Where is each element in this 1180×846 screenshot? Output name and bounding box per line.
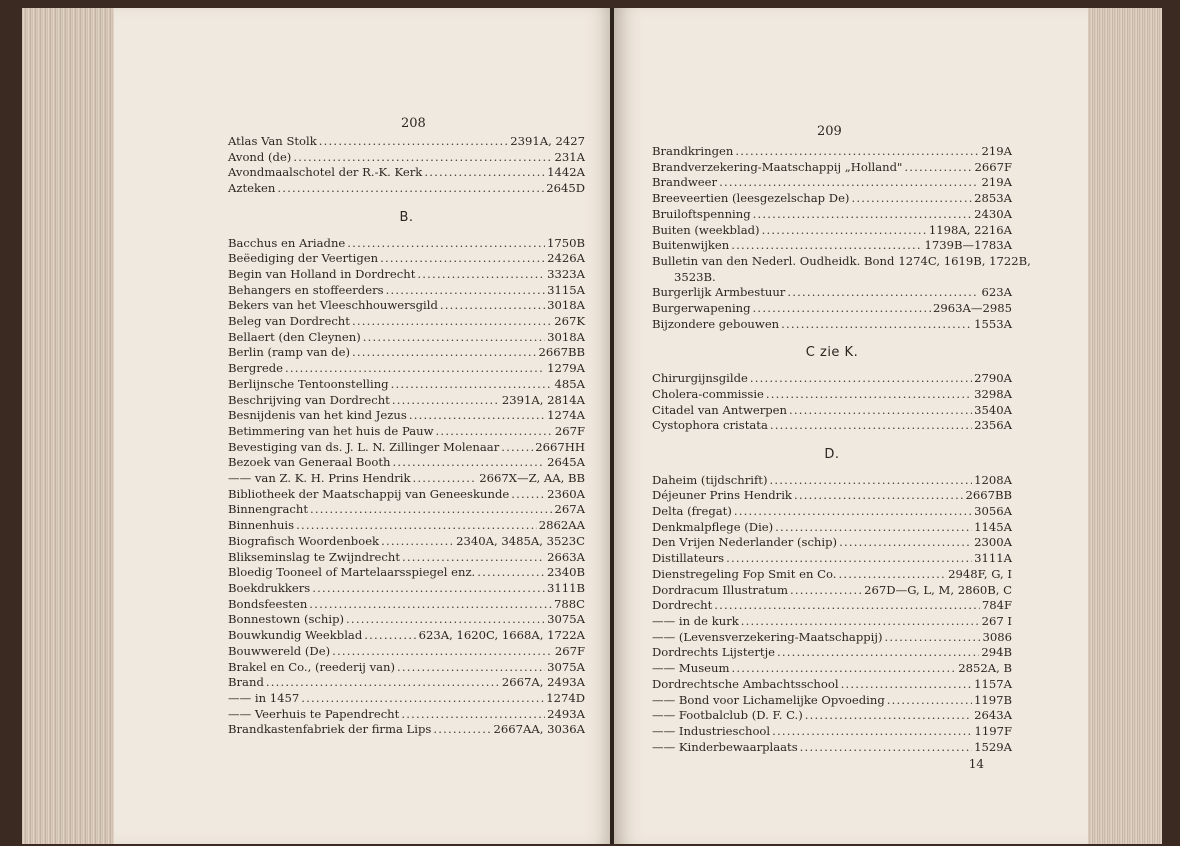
- entry-reference: 784F: [981, 598, 1012, 613]
- entry-label: Behangers en stoffeerders: [228, 282, 384, 297]
- entry-label: Betimmering van het huis de Pauw: [228, 423, 434, 438]
- index-entry: [228, 165, 585, 181]
- index-entry: [652, 520, 1012, 536]
- index-entry: [652, 223, 1012, 239]
- dot-leader: [312, 581, 545, 597]
- entry-reference: 2948F, G, I: [948, 566, 1012, 581]
- entry-reference: 3115A: [547, 282, 585, 297]
- entry-label: Bekers van het Vleeschhouwersgild: [228, 298, 438, 313]
- index-entry: [228, 251, 585, 267]
- entry-reference: 2426A: [547, 251, 585, 266]
- entry-label: Cholera-commissie: [652, 386, 764, 401]
- index-entry: [228, 581, 585, 597]
- entry-label: Besnijdenis van het kind Jezus: [228, 408, 407, 423]
- entry-label: Begin van Holland in Dordrecht: [228, 266, 416, 281]
- index-entry: [652, 677, 1012, 693]
- dot-leader: [352, 345, 536, 361]
- entry-label: Brand: [228, 675, 264, 690]
- entry-label: —— van Z. K. H. Prins Hendrik: [228, 471, 411, 486]
- entry-reference: 2360A: [547, 486, 585, 501]
- entry-reference: 623A, 1620C, 1668A, 1722A: [418, 628, 585, 643]
- dot-leader: [347, 236, 545, 252]
- entry-reference: 485A: [554, 376, 585, 391]
- index-entry: [652, 387, 1012, 403]
- entry-label: Citadel van Antwerpen: [652, 402, 788, 417]
- dot-leader: [777, 645, 979, 661]
- entry-reference: 1279A: [547, 361, 585, 376]
- entry-label: Denkmalpflege (Die): [652, 519, 774, 534]
- index-entry: [228, 550, 585, 566]
- entry-reference: 3018A: [547, 329, 585, 344]
- index-entry: [652, 693, 1012, 709]
- index-entry: [228, 707, 585, 723]
- entry-label: —— Kinderbewaarplaats: [652, 739, 798, 754]
- index-entry: [652, 418, 1012, 434]
- entry-label: Bonnestown (schip): [228, 612, 345, 627]
- entry-reference: 2853A: [974, 191, 1012, 206]
- index-entry: [228, 283, 585, 299]
- entry-reference: 2430A: [974, 206, 1012, 221]
- dot-leader: [352, 314, 552, 330]
- index-entry: [652, 175, 1012, 191]
- left-page-number: 208: [401, 116, 426, 131]
- entry-reference: 3298A: [974, 386, 1012, 401]
- index-entry: [652, 740, 1012, 756]
- index-entry: [228, 518, 585, 534]
- entry-reference: 3111A: [974, 551, 1012, 566]
- entry-label: Dordrechtsche Ambachtsschool: [652, 676, 839, 691]
- entry-label: Brandverzekering-Maatschappij „Holland": [652, 159, 903, 174]
- dot-leader: [440, 298, 545, 314]
- index-entry: [652, 567, 1012, 583]
- entry-reference: 1274C, 1619B, 1722B,: [898, 253, 1031, 268]
- entry-reference: 219A: [981, 175, 1012, 190]
- dot-leader: [790, 583, 862, 599]
- signature-mark: 14: [968, 757, 984, 772]
- index-entry: [228, 181, 585, 197]
- entry-label: Bondsfeesten: [228, 596, 308, 611]
- dot-leader: [477, 565, 545, 581]
- entry-reference: 2667BB: [538, 345, 585, 360]
- entry-reference: 1157A: [974, 676, 1012, 691]
- entry-label: Burgerlijk Armbestuur: [652, 285, 786, 300]
- entry-reference: 219A: [981, 144, 1012, 158]
- dot-leader: [741, 614, 980, 630]
- entry-reference: 3540A: [974, 402, 1012, 417]
- entry-reference: 267F: [554, 643, 585, 658]
- entry-label: Brakel en Co., (reederij van): [228, 659, 396, 674]
- entry-label: Den Vrijen Nederlander (schip): [652, 535, 838, 550]
- index-entry: [652, 160, 1012, 176]
- entry-label: Buiten (weekblad): [652, 222, 760, 237]
- index-entry: [228, 534, 585, 550]
- entry-label: Breeveertien (leesgezelschap De): [652, 191, 850, 206]
- entry-reference: 623A: [981, 285, 1012, 300]
- dot-leader: [735, 144, 979, 160]
- dot-leader: [301, 691, 544, 707]
- index-entry: [652, 551, 1012, 567]
- entry-label: Dordrecht: [652, 598, 713, 613]
- entry-label: —— in 1457: [228, 690, 300, 705]
- entry-label: Bellaert (den Cleynen): [228, 329, 361, 344]
- index-entry: [228, 424, 585, 440]
- index-entry: [228, 471, 585, 487]
- index-entry: [652, 317, 1012, 333]
- entry-label: Berlijnsche Tentoonstelling: [228, 376, 389, 391]
- index-entry: [228, 393, 585, 409]
- index-entry: [652, 724, 1012, 740]
- dot-leader: [904, 160, 972, 176]
- right-index-list: [652, 144, 1031, 773]
- entry-label: —— Museum: [652, 661, 730, 676]
- dot-leader: [346, 612, 545, 628]
- entry-reference: 2963A—2985: [933, 301, 1012, 316]
- right-page-number: 209: [817, 124, 842, 139]
- dot-leader: [285, 361, 545, 377]
- entry-reference: 2663A: [547, 549, 585, 564]
- entry-label: Beleg van Dordrecht: [228, 314, 350, 329]
- entry-reference: 3075A: [547, 659, 585, 674]
- entry-reference: 3018A: [547, 298, 585, 313]
- index-entry: [652, 488, 1012, 504]
- index-entry: [228, 565, 585, 581]
- entry-label: —— Industrieschool: [652, 723, 771, 738]
- entry-label: Distillateurs: [652, 551, 725, 566]
- entry-label: Biografisch Woordenboek: [228, 533, 380, 548]
- entry-label: Dordrechts Lijstertje: [652, 645, 776, 660]
- index-entry: [228, 150, 585, 166]
- index-entry: [652, 144, 1012, 160]
- entry-reference: 2862AA: [538, 518, 585, 533]
- dot-leader: [885, 630, 981, 646]
- entry-reference: 2852A, B: [958, 661, 1012, 676]
- index-entry: [228, 408, 585, 424]
- dot-leader: [501, 440, 533, 456]
- index-entry: [228, 314, 585, 330]
- entry-reference: 1739B—1783A: [924, 238, 1012, 253]
- entry-label: Bouwwereld (De): [228, 643, 331, 658]
- entry-reference: 3111B: [546, 580, 585, 595]
- entry-reference: 267F: [554, 423, 585, 438]
- entry-reference: 2645D: [546, 181, 585, 196]
- entry-reference: 1208A: [974, 472, 1012, 487]
- entry-label: Brandkringen: [652, 144, 734, 158]
- dot-leader: [392, 455, 545, 471]
- dot-leader: [731, 238, 922, 254]
- index-entry: [652, 708, 1012, 724]
- entry-reference: 1553A: [974, 316, 1012, 331]
- dot-leader: [397, 660, 545, 676]
- left-index-list: [228, 134, 585, 738]
- section-heading: B.: [399, 209, 414, 225]
- entry-reference: 3086: [982, 629, 1012, 644]
- entry-label: Bezoek van Generaal Booth: [228, 455, 391, 470]
- dot-leader: [363, 330, 545, 346]
- right-page: [614, 8, 1088, 844]
- section-heading: C zie K.: [805, 345, 859, 361]
- index-entry: [228, 691, 585, 707]
- entry-label: Avond (de): [228, 149, 292, 164]
- dot-leader: [719, 175, 979, 191]
- entry-label: Dienstregeling Fop Smit en Co.: [652, 566, 837, 581]
- index-entry: [652, 270, 1012, 286]
- entry-reference: 2645A: [547, 455, 585, 470]
- index-entry: [228, 612, 585, 628]
- entry-reference: 267 I: [981, 613, 1012, 628]
- dot-leader: [805, 708, 972, 724]
- entry-reference: 3056A: [974, 504, 1012, 519]
- entry-reference: 2667BB: [965, 488, 1012, 503]
- entry-label: Chirurgijnsgilde: [652, 371, 748, 386]
- index-entry: [228, 455, 585, 471]
- entry-reference: 267D—G, L, M, 2860B, C: [864, 582, 1012, 597]
- dot-leader: [433, 722, 491, 738]
- dot-leader: [364, 628, 416, 644]
- entry-label: —— in de kurk: [652, 613, 739, 628]
- dot-leader: [775, 520, 972, 536]
- dot-leader: [402, 550, 545, 566]
- index-entry: [652, 473, 1012, 489]
- entry-label: Bloedig Tooneel of Martelaarsspiegel enz.: [228, 565, 476, 580]
- dot-leader: [392, 393, 500, 409]
- entry-reference: 267A: [554, 502, 585, 517]
- entry-label: Bruiloftspenning: [652, 206, 751, 221]
- section-heading: D.: [824, 446, 840, 462]
- dot-leader: [750, 371, 972, 387]
- entry-reference: 2667HH: [535, 439, 585, 454]
- entry-label: Berlin (ramp van de): [228, 345, 350, 360]
- entry-label: Bibliotheek der Maatschappij van Geneeskunde: [228, 486, 510, 501]
- index-entry: [652, 645, 1012, 661]
- index-entry: [228, 361, 585, 377]
- entry-label: Daheim (tijdschrift): [652, 472, 768, 487]
- index-entry: [652, 630, 1012, 646]
- dot-leader: [266, 675, 500, 691]
- dot-leader: [293, 150, 552, 166]
- index-entry: [228, 298, 585, 314]
- entry-reference: 267K: [554, 314, 585, 329]
- entry-label: Bergrede: [228, 361, 284, 376]
- entry-label: Delta (fregat): [652, 504, 732, 519]
- index-entry: [228, 236, 585, 252]
- index-entry: [652, 614, 1012, 630]
- entry-label: Bacchus en Ariadne: [228, 235, 346, 250]
- entry-reference: 294B: [981, 645, 1012, 660]
- dot-leader: [731, 661, 956, 677]
- dot-leader: [714, 598, 980, 614]
- entry-reference: 788C: [554, 596, 585, 611]
- entry-label: Bevestiging van ds. J. L. N. Zillinger Molenaar: [228, 439, 500, 454]
- entry-label: Buitenwijken: [652, 238, 730, 253]
- dot-leader: [781, 317, 972, 333]
- index-entry: [228, 134, 585, 150]
- index-entry: [652, 535, 1012, 551]
- index-entry: [228, 267, 585, 283]
- entry-reference: 1197B: [973, 692, 1012, 707]
- entry-label: Bulletin van den Nederl. Oudheidk. Bond: [652, 253, 895, 268]
- dot-leader: [417, 267, 545, 283]
- entry-reference: 2391A, 2814A: [501, 392, 585, 407]
- dot-leader: [726, 551, 972, 567]
- entry-reference: 2643A: [974, 708, 1012, 723]
- index-entry: [228, 440, 585, 456]
- index-entry: [228, 628, 585, 644]
- entry-label: Binnengracht: [228, 502, 308, 517]
- entry-label: Binnenhuis: [228, 518, 295, 533]
- entry-label: —— Footbalclub (D. F. C.): [652, 708, 803, 723]
- entry-reference: 1145A: [974, 519, 1012, 534]
- left-page-edges: [22, 8, 114, 844]
- dot-leader: [753, 301, 931, 317]
- entry-label: Atlas Van Stolk: [228, 134, 317, 148]
- entry-reference: 1529A: [974, 739, 1012, 754]
- entry-reference: 2493A: [547, 706, 585, 721]
- entry-label: Bijzondere gebouwen: [652, 316, 780, 331]
- entry-reference: 2667F: [974, 159, 1012, 174]
- entry-reference: 2300A: [974, 535, 1012, 550]
- entry-label: Dordracum Illustratum: [652, 582, 788, 597]
- dot-leader: [841, 677, 973, 693]
- entry-label: 3523B.: [674, 269, 716, 284]
- index-entry: [228, 660, 585, 676]
- dot-leader: [277, 181, 544, 197]
- index-entry: [652, 191, 1012, 207]
- index-entry: [228, 722, 585, 738]
- entry-reference: 2340A, 3485A, 3523C: [456, 533, 585, 548]
- dot-leader: [436, 424, 553, 440]
- entry-reference: 1274D: [546, 690, 585, 705]
- index-entry: [652, 403, 1012, 419]
- dot-leader: [887, 693, 972, 709]
- dot-leader: [409, 408, 545, 424]
- dot-leader: [424, 165, 545, 181]
- dot-leader: [770, 418, 972, 434]
- dot-leader: [332, 644, 553, 660]
- index-entry: [652, 238, 1012, 254]
- entry-label: Boekdrukkers: [228, 580, 311, 595]
- entry-label: Avondmaalschotel der R.-K. Kerk: [228, 165, 423, 180]
- dot-leader: [413, 471, 478, 487]
- entry-reference: 231A: [554, 149, 585, 164]
- dot-leader: [762, 223, 927, 239]
- dot-leader: [800, 740, 972, 756]
- dot-leader: [391, 377, 553, 393]
- entry-label: Déjeuner Prins Hendrik: [652, 488, 792, 503]
- dot-leader: [319, 134, 508, 150]
- index-entry: [652, 504, 1012, 520]
- index-entry: [228, 644, 585, 660]
- entry-reference: 1750B: [546, 235, 585, 250]
- index-entry: [652, 285, 1012, 301]
- index-entry: [228, 377, 585, 393]
- entry-label: Beschrijving van Dordrecht: [228, 392, 390, 407]
- index-entry: [228, 487, 585, 503]
- index-entry: [228, 330, 585, 346]
- dot-leader: [766, 387, 972, 403]
- dot-leader: [838, 567, 946, 583]
- dot-leader: [794, 488, 964, 504]
- entry-label: Brandweer: [652, 175, 718, 190]
- entry-reference: 2667AA, 3036A: [493, 722, 585, 737]
- dot-leader: [386, 283, 546, 299]
- index-entry: [228, 502, 585, 518]
- entry-reference: 2391A, 2427: [510, 134, 585, 148]
- book-spread: [22, 8, 1162, 844]
- entry-reference: 2340B: [546, 565, 585, 580]
- entry-label: Bouwkundig Weekblad: [228, 628, 363, 643]
- entry-label: —— (Levensverzekering-Maatschappij): [652, 629, 883, 644]
- index-entry: [652, 598, 1012, 614]
- index-entry: [228, 675, 585, 691]
- dot-leader: [789, 403, 972, 419]
- dot-leader: [753, 207, 972, 223]
- dot-leader: [380, 251, 545, 267]
- entry-label: Beëediging der Veertigen: [228, 251, 379, 266]
- dot-leader: [851, 191, 972, 207]
- index-entry: [228, 345, 585, 361]
- dot-leader: [839, 535, 972, 551]
- entry-reference: 3323A: [547, 266, 585, 281]
- entry-label: Brandkastenfabriek der firma Lips: [228, 722, 432, 737]
- entry-reference: 2667X—Z, AA, BB: [479, 471, 585, 486]
- entry-reference: 1274A: [547, 408, 585, 423]
- index-entry: [228, 597, 585, 613]
- entry-reference: 1442A: [547, 165, 585, 180]
- entry-label: Cystophora cristata: [652, 418, 768, 433]
- right-page-edges: [1088, 8, 1162, 844]
- entry-label: Azteken: [228, 181, 276, 196]
- entry-label: Burgerwapening: [652, 301, 751, 316]
- dot-leader: [309, 597, 552, 613]
- entry-label: —— Bond voor Lichamelijke Opvoeding: [652, 692, 885, 707]
- left-page: [114, 8, 614, 844]
- entry-reference: 1198A, 2216A: [928, 222, 1012, 237]
- entry-label: Blikseminslag te Zwijndrecht: [228, 549, 401, 564]
- dot-leader: [787, 285, 979, 301]
- dot-leader: [401, 707, 545, 723]
- entry-reference: 2356A: [974, 418, 1012, 433]
- dot-leader: [310, 502, 552, 518]
- dot-leader: [769, 473, 972, 489]
- entry-label: —— Veerhuis te Papendrecht: [228, 706, 400, 721]
- entry-reference: 3075A: [547, 612, 585, 627]
- dot-leader: [296, 518, 537, 534]
- index-entry: [652, 253, 1031, 270]
- entry-reference: 2667A, 2493A: [501, 675, 585, 690]
- index-entry: [652, 301, 1012, 317]
- entry-reference: 2790A: [974, 371, 1012, 386]
- dot-leader: [511, 487, 545, 503]
- index-entry: [652, 371, 1012, 387]
- dot-leader: [734, 504, 972, 520]
- dot-leader: [381, 534, 454, 550]
- dot-leader: [772, 724, 972, 740]
- index-entry: [652, 207, 1012, 223]
- index-entry: [652, 583, 1012, 599]
- index-entry: [652, 661, 1012, 677]
- entry-reference: 1197F: [974, 723, 1012, 738]
